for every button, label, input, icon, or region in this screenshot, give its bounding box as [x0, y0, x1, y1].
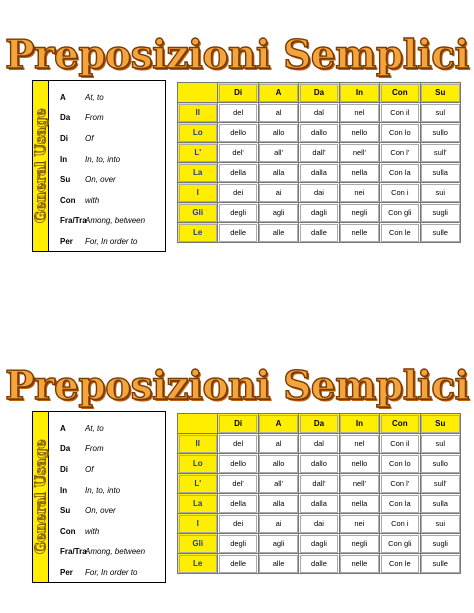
usage-italian: A: [60, 423, 66, 433]
general-usage-label: General Usage: [32, 439, 49, 555]
usage-english: At, to: [85, 423, 104, 433]
table-cell: del: [218, 434, 258, 454]
general-usage-tab: [33, 81, 49, 251]
table-cell: Con la: [380, 494, 420, 514]
page-title: Preposizioni Semplici: [5, 32, 469, 78]
usage-italian: Per: [60, 567, 73, 577]
table-cell: Con il: [380, 434, 420, 454]
corner-cell: [178, 83, 218, 103]
table-cell: nella: [339, 163, 379, 183]
general-usage-label: General Usage: [32, 108, 49, 224]
corner-cell: [178, 414, 218, 434]
usage-english: From: [85, 113, 104, 123]
preposition-table: [177, 82, 461, 243]
table-cell: degli: [218, 203, 258, 223]
table-row: [178, 494, 461, 514]
table-cell: nei: [339, 514, 379, 534]
table-cell: nell': [339, 474, 379, 494]
usage-english: Of: [85, 133, 94, 143]
table-row: [178, 223, 461, 243]
table-cell: sull': [420, 474, 460, 494]
table-cell: Con gli: [380, 534, 420, 554]
table-row: [178, 143, 461, 163]
general-usage-tab: [33, 412, 49, 582]
table-cell: dei: [218, 183, 258, 203]
table-cell: Con l': [380, 143, 420, 163]
table-cell: sui: [420, 183, 460, 203]
preposition-table: [177, 413, 461, 574]
row-header: Le: [178, 554, 218, 574]
column-header: A: [258, 414, 298, 434]
column-header: Su: [420, 83, 460, 103]
table-cell: dallo: [299, 123, 339, 143]
table-cell: all': [258, 474, 298, 494]
table-cell: nello: [339, 454, 379, 474]
usage-row: [49, 128, 165, 149]
table-row: [178, 103, 461, 123]
table-cell: dai: [299, 514, 339, 534]
usage-italian: In: [60, 154, 68, 164]
table-cell: nella: [339, 494, 379, 514]
table-cell: Con lo: [380, 123, 420, 143]
header-row: [178, 83, 461, 103]
usage-row: [49, 87, 165, 108]
table-cell: sul: [420, 103, 460, 123]
table-cell: Con il: [380, 103, 420, 123]
row-header: L': [178, 474, 218, 494]
usage-row: [49, 108, 165, 129]
table-cell: sugli: [420, 534, 460, 554]
usage-italian: A: [60, 92, 66, 102]
table-cell: dall': [299, 143, 339, 163]
usage-row: [49, 231, 165, 252]
usage-english: At, to: [85, 92, 104, 102]
table-row: [178, 123, 461, 143]
row-header: L': [178, 143, 218, 163]
table-cell: sulla: [420, 163, 460, 183]
usage-english: with: [85, 526, 100, 536]
table-cell: negli: [339, 203, 379, 223]
table-cell: Con i: [380, 514, 420, 534]
table-cell: sui: [420, 514, 460, 534]
table-cell: del': [218, 474, 258, 494]
table-row: [178, 454, 461, 474]
usage-english: For, In order to: [85, 236, 138, 246]
general-usage-box: [32, 80, 166, 252]
table-cell: sulle: [420, 223, 460, 243]
usage-italian: Fra/Tra: [60, 547, 87, 557]
table-cell: delle: [218, 554, 258, 574]
table-cell: Con la: [380, 163, 420, 183]
table-cell: sulla: [420, 494, 460, 514]
table-row: [178, 514, 461, 534]
usage-english: Among, between: [85, 216, 146, 226]
row-header: Le: [178, 223, 218, 243]
column-header: Con: [380, 83, 420, 103]
row-header: Gli: [178, 534, 218, 554]
column-header: In: [339, 414, 379, 434]
usage-row: [49, 480, 165, 501]
table-cell: dello: [218, 123, 258, 143]
table-cell: al: [258, 434, 298, 454]
table-cell: ai: [258, 183, 298, 203]
usage-english: Among, between: [85, 547, 146, 557]
usage-italian: Di: [60, 133, 68, 143]
table-cell: nello: [339, 123, 379, 143]
usage-row: [49, 418, 165, 439]
usage-italian: Su: [60, 506, 71, 516]
usage-italian: Da: [60, 444, 71, 454]
usage-row: [49, 459, 165, 480]
table-cell: Con lo: [380, 454, 420, 474]
usage-english: Of: [85, 464, 94, 474]
usage-row: [49, 542, 165, 563]
table-cell: dai: [299, 183, 339, 203]
usage-italian: Fra/Tra: [60, 216, 87, 226]
usage-row: [49, 190, 165, 211]
table-cell: sullo: [420, 123, 460, 143]
table-row: [178, 534, 461, 554]
row-header: Lo: [178, 123, 218, 143]
column-header: Di: [218, 83, 258, 103]
usage-italian: Con: [60, 195, 76, 205]
table-cell: degli: [218, 534, 258, 554]
table-cell: delle: [218, 223, 258, 243]
table-row: [178, 554, 461, 574]
usage-english: For, In order to: [85, 567, 138, 577]
header-row: [178, 414, 461, 434]
usage-row: [49, 521, 165, 542]
table-cell: dalle: [299, 223, 339, 243]
column-header: Con: [380, 414, 420, 434]
table-cell: nel: [339, 434, 379, 454]
general-usage-list: [49, 87, 165, 252]
usage-english: with: [85, 195, 100, 205]
column-header: A: [258, 83, 298, 103]
table-row: [178, 163, 461, 183]
table-cell: nell': [339, 143, 379, 163]
table-cell: alle: [258, 554, 298, 574]
usage-row: [49, 211, 165, 232]
table-cell: Con gli: [380, 203, 420, 223]
general-usage-list: [49, 418, 165, 583]
table-cell: del: [218, 103, 258, 123]
table-cell: alle: [258, 223, 298, 243]
usage-english: In, to, into: [85, 154, 121, 164]
column-header: In: [339, 83, 379, 103]
table-cell: dal: [299, 103, 339, 123]
table-cell: negli: [339, 534, 379, 554]
table-cell: sul: [420, 434, 460, 454]
table-cell: ai: [258, 514, 298, 534]
usage-italian: Di: [60, 464, 68, 474]
table-row: [178, 434, 461, 454]
table-cell: dalla: [299, 494, 339, 514]
usage-row: [49, 439, 165, 460]
table-cell: dalla: [299, 163, 339, 183]
usage-italian: Su: [60, 175, 71, 185]
table-cell: dagli: [299, 534, 339, 554]
table-cell: nelle: [339, 223, 379, 243]
usage-row: [49, 562, 165, 583]
table-cell: Con le: [380, 554, 420, 574]
row-header: Lo: [178, 454, 218, 474]
table-row: [178, 474, 461, 494]
table-cell: della: [218, 163, 258, 183]
table-cell: alla: [258, 494, 298, 514]
usage-english: On, over: [85, 175, 116, 185]
table-cell: dalle: [299, 554, 339, 574]
usage-italian: Da: [60, 113, 71, 123]
row-header: I: [178, 183, 218, 203]
column-header: Di: [218, 414, 258, 434]
column-header: Su: [420, 414, 460, 434]
usage-row: [49, 169, 165, 190]
table-cell: al: [258, 103, 298, 123]
table-cell: dello: [218, 454, 258, 474]
table-cell: Con le: [380, 223, 420, 243]
table-cell: nel: [339, 103, 379, 123]
table-cell: sugli: [420, 203, 460, 223]
table-cell: sulle: [420, 554, 460, 574]
usage-row: [49, 500, 165, 521]
table-cell: allo: [258, 454, 298, 474]
usage-italian: In: [60, 485, 68, 495]
usage-english: In, to, into: [85, 485, 121, 495]
table-cell: dal: [299, 434, 339, 454]
table-row: [178, 183, 461, 203]
table-cell: Con i: [380, 183, 420, 203]
table-cell: Con l': [380, 474, 420, 494]
table-cell: nelle: [339, 554, 379, 574]
table-cell: sullo: [420, 454, 460, 474]
table-cell: dei: [218, 514, 258, 534]
table-cell: dall': [299, 474, 339, 494]
row-header: La: [178, 494, 218, 514]
column-header: Da: [299, 83, 339, 103]
table-cell: del': [218, 143, 258, 163]
table-cell: agli: [258, 534, 298, 554]
usage-english: On, over: [85, 506, 116, 516]
usage-english: From: [85, 444, 104, 454]
table-cell: della: [218, 494, 258, 514]
table-cell: dagli: [299, 203, 339, 223]
row-header: Il: [178, 434, 218, 454]
row-header: Gli: [178, 203, 218, 223]
table-cell: sull': [420, 143, 460, 163]
row-header: Il: [178, 103, 218, 123]
row-header: La: [178, 163, 218, 183]
usage-italian: Con: [60, 526, 76, 536]
page-title: Preposizioni Semplici: [5, 363, 469, 409]
table-cell: allo: [258, 123, 298, 143]
usage-row: [49, 149, 165, 170]
table-row: [178, 203, 461, 223]
usage-italian: Per: [60, 236, 73, 246]
table-cell: nei: [339, 183, 379, 203]
table-cell: agli: [258, 203, 298, 223]
general-usage-box: [32, 411, 166, 583]
row-header: I: [178, 514, 218, 534]
table-cell: alla: [258, 163, 298, 183]
table-cell: dallo: [299, 454, 339, 474]
column-header: Da: [299, 414, 339, 434]
table-cell: all': [258, 143, 298, 163]
